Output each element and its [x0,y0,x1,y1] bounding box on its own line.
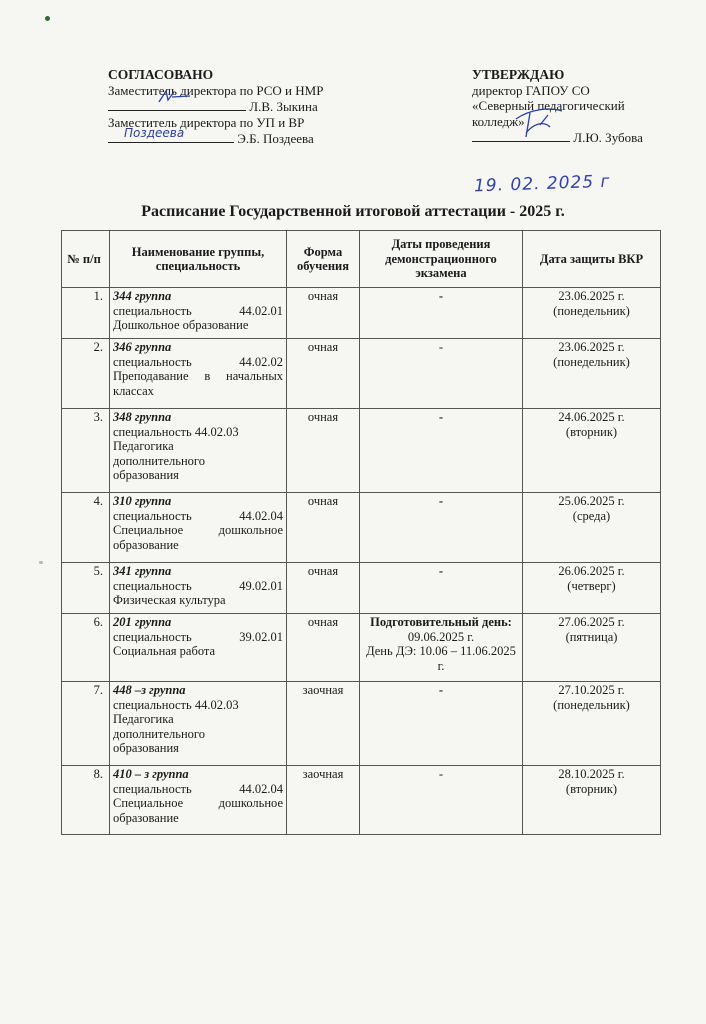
signature-zubova [510,103,570,143]
exam-dates: - [360,682,523,766]
spec-line [113,509,283,524]
signature-underline-1 [108,98,246,111]
spec-label: специальность [113,781,192,796]
signature-pozdeeva: Поздеева [124,126,185,140]
exam-dates: - [360,766,523,835]
exam-prep-label: Подготовительный день: [370,615,512,629]
spec-line [113,782,283,797]
exam-dates: - [360,563,523,614]
confirm-line-2: «Северный педагогический [472,98,625,113]
confirm-title: УТВЕРЖДАЮ [472,67,565,82]
document-title: Расписание Государственной итоговой аттестации - 2025 г. [141,203,565,220]
row-num: 6. [62,614,110,682]
defense-weekday: (понедельник) [553,354,630,369]
row-num: 8. [62,766,110,835]
group-name: 341 группа [113,564,172,578]
spec-code: 44.02.01 [239,303,283,318]
schedule-table [61,230,661,835]
group-name: 448 –з группа [113,683,186,697]
header-date: Дата защиты ВКР [523,231,661,288]
table-row [62,339,661,409]
table-header-row [62,231,661,288]
spec-label: специальность [113,629,192,644]
corner-mark [45,16,50,21]
table-row [62,288,661,339]
defense-date: 26.06.2025 г. [558,564,625,578]
spec-code: 49.02.01 [239,578,283,593]
defense-weekday: (понедельник) [553,303,630,318]
group-name: 348 группа [113,410,172,424]
spec-code: 44.02.02 [239,354,283,369]
spec-label: специальность [113,508,192,523]
defense-date: 24.06.2025 г. [558,410,625,424]
spec-label: специальность [113,578,192,593]
exam-prep-date: 09.06.2025 г. [407,629,475,644]
defense-date: 23.06.2025 г. [558,289,625,303]
defense-date-cell [523,682,661,766]
header-name: Наименование группы, специальность [110,231,287,288]
header-exam: Даты проведения демонстрационного экзамена [360,231,523,288]
confirm-signature-line [472,129,692,146]
spec-name: Социальная работа [113,644,216,658]
defense-weekday: (четверг) [567,578,616,593]
study-form: заочная [287,766,360,835]
approval-signature-line-2 [108,126,368,147]
row-num: 1. [62,288,110,339]
approval-name-2: Э.Б. Поздеева [237,131,314,146]
defense-date-cell [523,339,661,409]
study-form: очная [287,493,360,563]
study-form: заочная [287,682,360,766]
confirm-block [472,67,692,146]
table-row [62,766,661,835]
exam-dates: - [360,493,523,563]
defense-weekday: (пятница) [565,629,618,644]
approval-position-2: Заместитель директора по УП и ВР [108,114,305,130]
row-group-cell [110,409,287,493]
defense-weekday: (понедельник) [553,697,630,712]
spec-name: Педагогика дополнительного образования [113,439,205,482]
row-num: 4. [62,493,110,563]
defense-date-cell [523,288,661,339]
defense-date: 28.10.2025 г. [558,767,625,781]
row-num: 5. [62,563,110,614]
defense-weekday: (среда) [572,508,611,523]
spec-name: Педагогика дополнительного образования [113,712,205,755]
paper-speck [39,561,43,564]
exam-dates: - [360,339,523,409]
study-form: очная [287,409,360,493]
row-num: 7. [62,682,110,766]
defense-date-cell [523,614,661,682]
defense-date-cell [523,493,661,563]
study-form: очная [287,339,360,409]
approval-signature-line-1 [108,98,368,115]
group-name: 346 группа [113,340,172,354]
spec-name: Специальное дошкольное образование [113,523,283,552]
header-num: № п/п [62,231,110,288]
table-row [62,493,661,563]
confirm-line-3: колледж» [472,113,525,129]
spec-name: Преподавание в начальных классах [113,369,283,398]
row-group-cell [110,493,287,563]
row-num: 3. [62,409,110,493]
signature-zykina [156,88,196,108]
study-form: очная [287,288,360,339]
exam-dates: - [360,288,523,339]
spec-name: Физическая культура [113,593,226,607]
row-group-cell [110,339,287,409]
row-group-cell [110,288,287,339]
defense-date-cell [523,766,661,835]
defense-date-cell [523,563,661,614]
table-row [62,614,661,682]
defense-date: 25.06.2025 г. [558,494,625,508]
spec-name: Специальное дошкольное образование [113,796,283,825]
confirm-signature-underline [472,129,570,142]
group-name: 410 – з группа [113,767,189,781]
exam-dates-cell [360,614,523,682]
spec-code: 44.02.04 [239,508,283,523]
defense-date: 27.06.2025 г. [558,615,625,629]
spec-line [113,304,283,319]
handwritten-date: 19. 02. 2025 г [473,171,611,197]
spec-code: 44.02.04 [239,781,283,796]
spec-code: 39.02.01 [239,629,283,644]
defense-date: 23.06.2025 г. [558,340,625,354]
spec-label: специальность [113,303,192,318]
row-group-cell [110,563,287,614]
row-group-cell [110,614,287,682]
group-name: 201 группа [113,615,172,629]
confirm-name: Л.Ю. Зубова [573,130,643,145]
table-row [62,563,661,614]
row-group-cell [110,682,287,766]
defense-weekday: (вторник) [565,781,618,796]
spec-label: специальность 44.02.03 [113,424,239,439]
defense-date-cell [523,409,661,493]
confirm-line-1: директор ГАПОУ СО [472,82,590,98]
table-row [62,409,661,493]
approval-title: СОГЛАСОВАНО [108,67,214,82]
spec-line [113,630,283,645]
study-form: очная [287,614,360,682]
approval-block [108,67,368,147]
exam-days: День ДЭ: 10.06 – 11.06.2025 г. [366,644,516,673]
spec-label: специальность 44.02.03 [113,697,239,712]
header-form: Форма обучения [287,231,360,288]
spec-label: специальность [113,354,192,369]
table-row [62,682,661,766]
spec-name: Дошкольное образование [113,318,249,332]
approval-position-1: Заместитель директора по РСО и НМР [108,82,324,98]
signature-underline-2 [108,126,234,143]
spec-line [113,579,283,594]
defense-weekday: (вторник) [565,424,618,439]
defense-date: 27.10.2025 г. [558,683,625,697]
approval-name-1: Л.В. Зыкина [249,99,318,114]
study-form: очная [287,563,360,614]
row-group-cell [110,766,287,835]
group-name: 310 группа [113,494,172,508]
row-num: 2. [62,339,110,409]
exam-dates: - [360,409,523,493]
exam-prep-line [363,615,519,644]
spec-line [113,355,283,370]
group-name: 344 группа [113,289,172,303]
